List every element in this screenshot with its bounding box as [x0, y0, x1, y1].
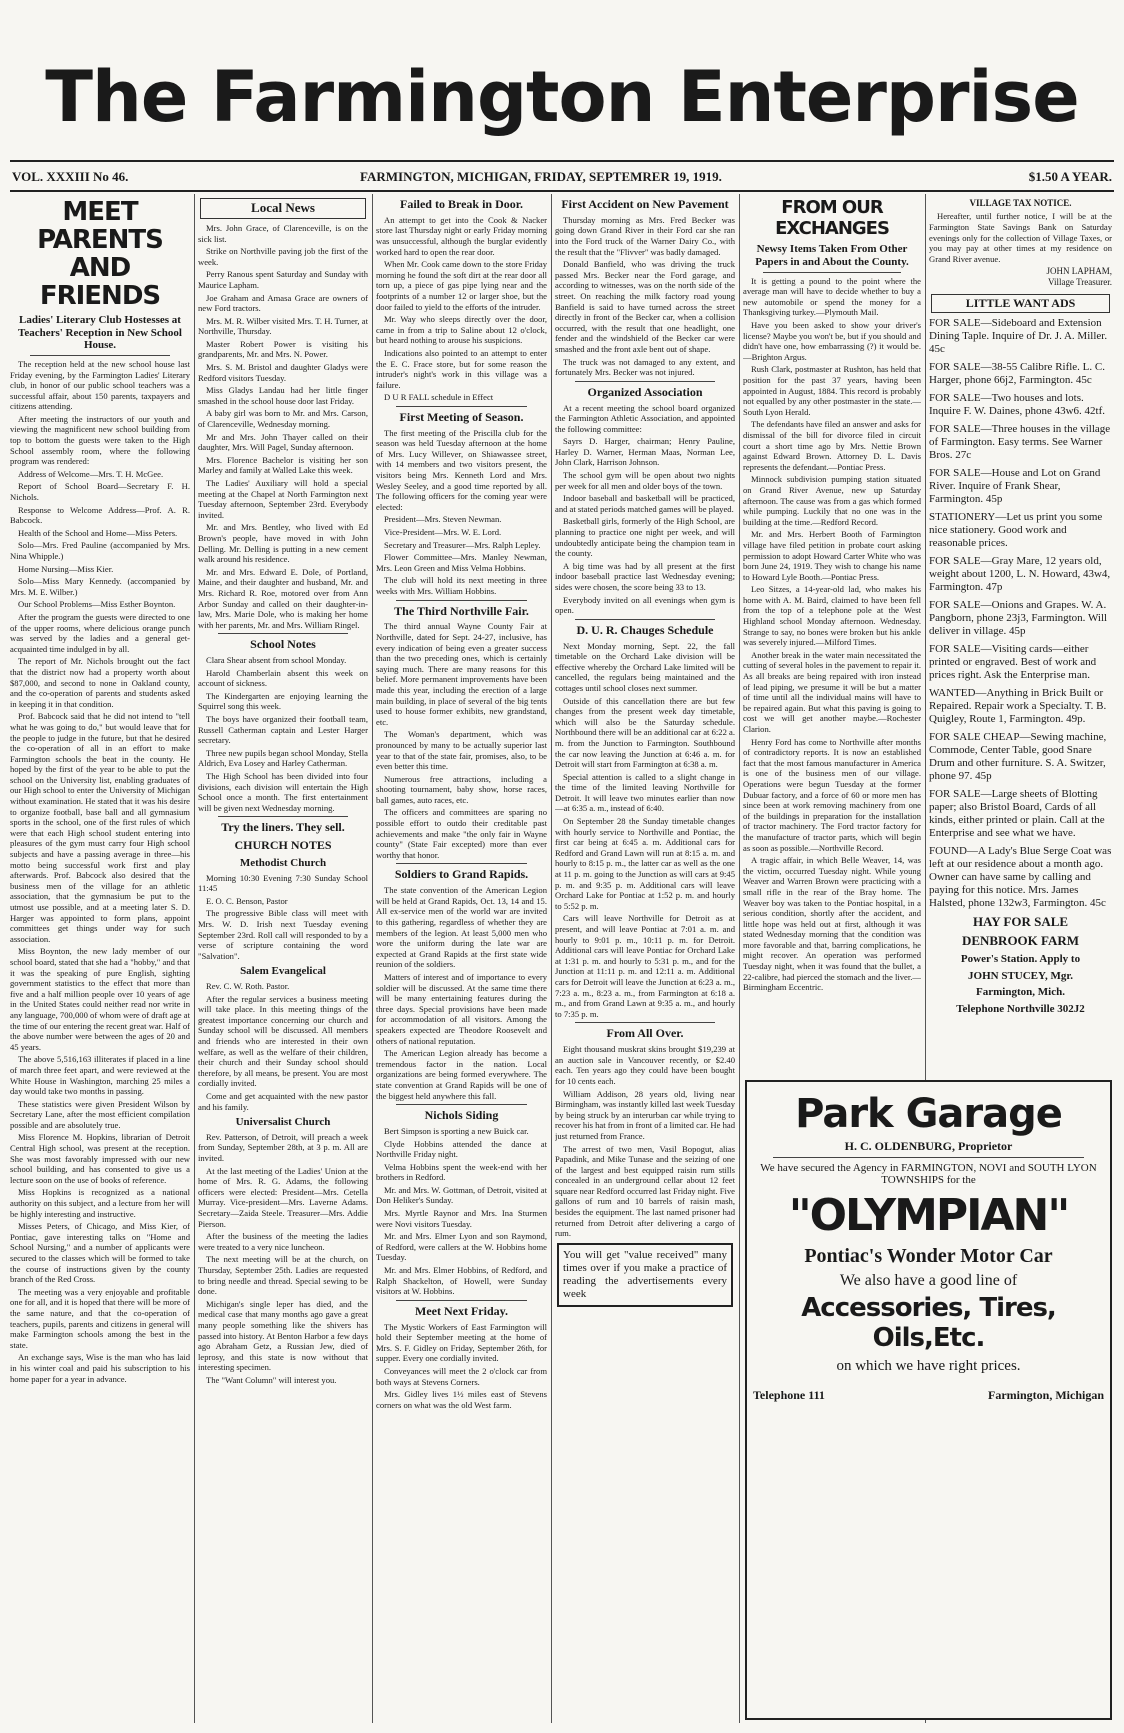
paragraph: The truck was not damaged to any extent, and fortunately Mrs. Becker was not injured. [555, 356, 735, 378]
dateline [10, 167, 1114, 189]
paragraph: Everybody invited on all evenings when gym is open. [555, 594, 735, 616]
lead-headline: MEET PARENTS AND FRIENDS [37, 197, 163, 311]
paragraph: Three new pupils began school Monday, Stella Aldrich, Eva Losey and Harley Catherman. [198, 747, 368, 769]
paragraph: Eight thousand muskrat skins brought $19,239 at an auction sale in Vancouver recently, or $2.40 each. Ten years ago they could have been bought for 10 cents each. [555, 1044, 735, 1086]
exchanges-subhead: Newsy Items Taken From Other Papers in and About the County. [755, 243, 909, 269]
paragraph: Misses Peters, of Chicago, and Miss Kier, of Pontiac, gave interesting talks on "Home and School Nursing," and a number of applicants were secured to the classes which will be formed to take the course of instructions given by the county branch of the Red Cross. [10, 1221, 190, 1285]
paragraph: The Mystic Workers of East Farmington will hold their September meeting at the home of Mrs. S. F. Gidley on Friday, September 26th, for supper. Every one cordially invited. [376, 1321, 547, 1364]
column-3 [376, 194, 547, 1723]
olympian-subtitle: Pontiac's Wonder Motor Car [804, 1245, 1053, 1268]
paragraph: Mrs. S. M. Bristol and daughter Gladys were Redford visitors Tuesday. [198, 362, 368, 383]
hay-for-sale-heading: HAY FOR SALE [972, 914, 1069, 930]
northville-fair-heading: The Third Northville Fair. [394, 603, 529, 618]
divider [396, 863, 527, 864]
paragraph: The defendants have filed an answer and asks for dismissal of the bill for divorce filed in circuit court a short time ago by Mrs. Nettie Brown against Edward Brown. Attorney D. L. Davis represents the defendant.—Pontiac Press. [743, 419, 921, 472]
nichols-siding-heading: Nichols Siding [424, 1108, 499, 1123]
paragraph: Rev. C. W. Roth. Pastor. [206, 981, 290, 992]
column-4 [555, 194, 735, 1723]
paragraph: On September 28 the Sunday timetable changes with hourly service to Northville and Pontiac, the first car being at 6:45 a. m. Additional cars for Redford and Grand Lawn will run at 8:15 a. m. and hourly to 8:15 p. m., the latter car as well as the one at 11 p. m. going to the Junction as will cars at 9:45 p. m. and 9:35 p. m. Additional cars will leave Orchard Lake for Pontiac at 1:52 p. m. and hourly to 5:52 p. m. [555, 816, 735, 911]
paragraph: Outside of this cancellation there are but few changes from the present week day timetable, which will also be the Saturday schedule. Northbound there will be an additional car at 6:22 a. m. from the Junction to Farmington. Southbound the car now leaving the Junction at 6:46 a. m. for Detroit will start from Farmington at 6:38 a. m. [555, 695, 735, 770]
paragraph: Clyde Hobbins attended the dance at Northville Friday night. [376, 1138, 547, 1160]
paragraph: The American Legion already has become a tremendous factor in the nation. Local organizations are being formed everywhere. The state convention at Grand Rapids will be one of the biggest held anywhere this fall. [376, 1048, 547, 1101]
paragraph: Clara Shear absent from school Monday. [206, 655, 347, 666]
paragraph: At a recent meeting the school board organized the Farmington Athletic Association, and appointed the following committee: [555, 402, 735, 434]
first-accident-heading: First Accident on New Pavement [561, 197, 729, 211]
village-tax-heading: VILLAGE TAX NOTICE. [969, 198, 1072, 208]
column-1 [10, 194, 190, 1723]
paragraph: Our School Problems—Miss Esther Boynton. [18, 599, 176, 610]
paragraph: Master Robert Power is visiting his grandparents, Mr. and Mrs. N. Power. [198, 338, 368, 360]
garage-name: Park Garage [795, 1091, 1062, 1137]
village-tax-text: Hereafter, until further notice, I will be at the Farmington State Savings Bank on Saturday evenings only for the collection of Village Taxes, or you may pay at other times at my residence on Grand River avenue. [929, 211, 1112, 264]
paragraph: Solo—Mrs. Fred Pauline (accompanied by Mrs. Nina Whipple.) [10, 540, 190, 562]
want-ads-heading: LITTLE WANT ADS [931, 294, 1110, 314]
divider [575, 1022, 715, 1023]
paragraph: An attempt to get into the Cook & Nacker store last Thursday night or early Friday morning was unsuccessful, although the burglar evidently worked hard to open the rear door. [376, 214, 547, 257]
paragraph: The club will hold its next meeting in three weeks with Mrs. William Hobbins. [376, 575, 547, 596]
paragraph: After the regular services a business meeting will take place. In this meeting things of the greatest importance concerning our church and Sunday school will be discussed. All members and friends who are interested in their own welfare, as well as the welfare of their children, their church and their Sunday school should therefore, by all means, be present. You are most cordially invited. [198, 993, 368, 1089]
from-all-over-heading: From All Over. [606, 1026, 684, 1041]
paragraph: The arrest of two men, Vasil Bopogut, alias Papadink, and Mike Tunase and the seizing of one of the largest and best equipped raisin rum stills concealed in an underground cellar about 12 feet square near Redford occurred last Friday night. Five gallons of rum and 10 barrels of raisin mash, besides the equipment. The last named prisoner had returned from Detroit after delivering a cargo of rum. [555, 1143, 735, 1239]
divider [218, 816, 348, 817]
organized-association-heading: Organized Association [587, 384, 703, 399]
want-ad: FOR SALE—Two houses and lots. Inquire F. W. Daines, phone 43w6. 42tf. [929, 392, 1106, 418]
paragraph: Mr. and Mrs. Edward E. Dole, of Portland, Maine, and their daughter and husband, Mr. and Mrs. Richard R. Roe, motored over from Ann Arbor Sunday and called on their daughter-in-law, Mrs. Marie Dole, who is making her home with her parents, Mr. and Mrs. William Ringel. [198, 566, 368, 630]
paragraph: D U R FALL schedule in Effect [384, 392, 494, 403]
paragraph: Thursday morning as Mrs. Fred Becker was going down Grand River in their Ford car she ran into the Ford truck of the Warner Dairy Co., with the result that the "Flivver" was badly damaged. [555, 214, 735, 257]
paragraph: Solo—Miss Mary Kennedy. (accompanied by Mrs. M. E. Wilber.) [10, 576, 190, 597]
column-divider [194, 194, 195, 1723]
paragraph: Next Monday morning, Sept. 22, the fall timetable on the Orchard Lake division will be effective whereby the Orchard Lake limited will be cancelled, the regulars being maintained and the cottages until school closes next summer. [555, 640, 735, 693]
paragraph: The Woman's department, which was pronounced by many to be actually superior last year to that of the state fair, promises, also, to be even better this time. [376, 729, 547, 772]
paragraph: The officers and committees are sparing no possible effort to outdo their creditable past achievements and make "the only fair in Wayne county" (State Fair excepted) more than ever worthy that honor. [376, 807, 547, 860]
column-divider [551, 194, 552, 1723]
paragraph: Morning 10:30 Evening 7:30 Sunday School 11:45 [198, 872, 368, 894]
paragraph: The report of Mr. Nichols brought out the fact that the district now had a property worth about $87,000, and second to none in Oakland county, and the co-operation of parents and students asked in keeping it in that condition. [10, 656, 190, 709]
paragraph: After the program the guests were directed to one of the upper rooms, where delicious orange punch was served by the ladies and a general get-acquainted time indulged in by all. [10, 611, 190, 654]
garage-proprietor: H. C. OLDENBURG, Proprietor [844, 1139, 1013, 1153]
paragraph: Mr. and Mrs. Elmer Hobbins, of Redford, and Ralph Shackelton, of Howell, were Sunday visitors at W. Hobbins. [376, 1265, 547, 1297]
paragraph: Mr. Way who sleeps directly over the door, came in from a trip to Saline about 12 o'clock, but heard nothing to arouse his suspicions. [376, 314, 547, 346]
hay-line: Farmington, Mich. [976, 986, 1065, 999]
paragraph: President—Mrs. Steven Newman. [384, 514, 502, 525]
paragraph: Secretary and Treasurer—Mrs. Ralph Lepley. [384, 539, 541, 550]
divider [773, 1157, 1084, 1158]
universalist-heading: Universalist Church [235, 1116, 331, 1129]
garage-agency: We have secured the Agency in FARMINGTON, NOVI and SOUTH LYON TOWNSHIPS for the [760, 1161, 1097, 1187]
paragraph: Miss Florence M. Hopkins, librarian of Detroit Central High school, was present at the reception. She was most favorably impressed with our new school building, and has consented to give us a lecture soon on the use of books of reference. [10, 1132, 190, 1185]
paragraph: Another break in the water main necessitated the cutting of several holes in the pavement to repair it. As all breaks are being repaired with iron instead of lead piping, we presume it will be but a matter of time until all the individual mains will have to be repaired again. But what this paving is going to cost we will get another maybe.—Rochester Clarion. [743, 649, 921, 734]
paragraph: The next meeting will be at the church, on Thursday, September 25th. Ladies are requested to bring needle and thread. Special sewing to be done. [198, 1254, 368, 1297]
divider [396, 406, 527, 407]
paragraph: Sayrs D. Harger, chairman; Henry Pauline, Harley D. Warner, Herman Maas, Norman Lee, John Clark, Harrison Johnson. [555, 436, 735, 468]
paragraph: These statistics were given President Wilson by Secretary Lane, after the most efficient compilation possible and are absolutely true. [10, 1098, 190, 1130]
want-ad: FOR SALE—House and Lot on Grand River. Inquire of Frank Shear, Farmington. 45p [929, 467, 1101, 506]
soldiers-heading: Soldiers to Grand Rapids. [394, 867, 529, 882]
paragraph: Mr and Mrs. John Thayer called on their daughter, Mrs. Will Pagel, Sunday afternoon. [198, 431, 368, 453]
divider [396, 1300, 527, 1301]
paragraph: At the last meeting of the Ladies' Union at the home of Mrs. R. G. Adams, the following officers were elected: President—Mrs. Cetella Murray. Vice-president—Mrs. Laverne Adams. Secretary—Zaida Steele. Treasurer—Mrs. Addie Pierson. [198, 1165, 368, 1229]
liners-notice: Try the liners. They sell. [221, 820, 345, 835]
paragraph: Rev. Patterson, of Detroit, will preach a week from Sunday, September 28th, at 3 p. m. All are invited. [198, 1131, 368, 1163]
divider [218, 633, 348, 634]
paragraph: Address of Welcome—Mrs. T. H. McGee. [18, 468, 164, 479]
paragraph: Numerous free attractions, including a shooting tournament, baby show, horse races, ball games, auto races, etc. [376, 773, 547, 805]
column-divider [739, 194, 740, 1723]
local-news-heading: Local News [200, 198, 366, 219]
paragraph: Velma Hobbins spent the week-end with her brothers in Redford. [376, 1161, 547, 1183]
paragraph: Henry Ford has come to Northville after months of contradictory reports. It is now an established fact that the most famous manufacturer in America is one of the business men of our village. Operations were begun Tuesday at the former Dubuar factory, and a force of 60 or more men has since been at work removing machinery from one of the buildings in preparation for the installation of tractor machinery. The Ford tractor factory for the manufacture of tractor parts, which will begin as soon as possible.—Northville Record. [743, 736, 921, 853]
paragraph: After the business of the meeting the ladies were treated to a very nice luncheon. [198, 1231, 368, 1252]
subscription-price: $1.50 A YEAR. [1028, 169, 1112, 184]
paragraph: Mr. and Mrs. Herbert Booth of Farmington village have filed petition in probate court asking permission to adopt Howard Carter White who was born June 24, 1919. They wish to change his name to Howard Lyle Booth.—Pontiac Press. [743, 529, 921, 582]
paragraph: The reception held at the new school house last Friday evening, by the Farmington Ladies' Literary club, in honor of our public school teachers was a successful affair, about 150 parents, taxpayers and citizens attending. [10, 358, 190, 412]
meet-next-friday-heading: Meet Next Friday. [415, 1303, 508, 1318]
paragraph: Indoor baseball and basketball will be practiced, and at stated periods matched games will be played. [555, 493, 735, 514]
paragraph: Joe Graham and Amasa Grace are owners of new Ford tractors. [198, 292, 368, 314]
failed-break-in-heading: Failed to Break in Door. [399, 197, 523, 211]
want-ad: WANTED—Anything in Brick Built or Repaired. Repair work a Specialty. T. B. Quigley, Route 1, Farmington. 49p. [929, 687, 1107, 726]
paragraph: Home Nursing—Miss Kier. [18, 563, 114, 574]
paragraph: Mrs. Myrtle Raynor and Mrs. Ina Sturmen were Novi visitors Tuesday. [376, 1208, 547, 1229]
paragraph: The Ladies' Auxiliary will hold a special meeting at the Chapel at North Farmington next Tuesday afternoon, September 23rd. Everybody invited. [198, 478, 368, 520]
paragraph: Prof. Babcock said that he did not intend to "tell what he was going to do," but would leave that for the people to judge in the future, but that he desired the co-operation of all in an effort to make Farmington schools the beat in the county. He hoped by the first of the year to be able to put the school on the University list, enabling graduates of our High school to enter the University of Michigan without examination. He stated that it was his desire to organize football, base ball and all gymnasium sports in the school, one of the first rules of which were that each High school student entering into pleasures of the gym must carry four High school subjects and have a passing average in three—his motto being successful work first and play afterwards. Prof. Babcock also desired that the business men of the village for an athletic association, that the gymnasium be put to the utmost use possible, and at a meeting later S. D. Harger was appointed to form plans, appoint committees get things under way for such association. [10, 711, 190, 944]
paragraph: The above 5,516,163 illiterates if placed in a line of march three feet apart, and were reviewed at the White House in Washington, marching 25 miles a day would take two months in passing. [10, 1054, 190, 1097]
paragraph: Miss Boynton, the new lady member of our school board, stated that she had a "hobby," and that it was the speaking of pure English, sighting government statistics to the effect that more than five and a half million people over 10 years of age in the United States could neither read nor write in any language, 700,000 of whom were of draft age at the time of our entering the recent great war. Half of the above number were between the ages of 20 and 45 years. [10, 946, 190, 1052]
paragraph: Mrs. Gidley lives 1½ miles east of Stevens corners on what was the old West farm. [376, 1389, 547, 1410]
olympian-title: "OLYMPIAN" [788, 1190, 1069, 1242]
want-ad: FOUND—A Lady's Blue Serge Coat was left at our residence about a month ago. Owner can have same by calling and paying for this notice. Mrs. James Halsted, phone 132w3, Farmington. 45c [929, 845, 1112, 910]
paragraph: Perry Ranous spent Saturday and Sunday with Maurice Lapham. [198, 269, 368, 290]
divider [575, 619, 715, 620]
paragraph: Mr. and Mrs. Elmer Lyon and son Raymond, of Redford, were callers at the W. Hobbins home Tuesday. [376, 1231, 547, 1263]
volume-number: VOL. XXXIII No 46. [12, 169, 129, 184]
lead-article-body [10, 359, 190, 1384]
paragraph: The Kindergarten are enjoying learning the Squirrel song this week. [198, 690, 368, 712]
want-ad: FOR SALE—Onions and Grapes. W. A. Pangborn, phone 23j3, Farmington. Will deliver in village. 45p [929, 599, 1108, 638]
paragraph: Mr. and Mrs. W. Gottman, of Detroit, visited at Don Heliker's Sunday. [376, 1184, 547, 1206]
hay-line: Telephone Northville 302J2 [956, 1003, 1085, 1016]
paragraph: Come and get acquainted with the new pastor and his family. [198, 1090, 368, 1112]
paragraph: The boys have organized their football team, Russell Catherman captain and Lester Harger secretary. [198, 714, 368, 746]
hay-line: Power's Station. Apply to [960, 953, 1081, 966]
first-meeting-heading: First Meeting of Season. [399, 409, 524, 424]
divider [575, 381, 715, 382]
paragraph: Harold Chamberlain absent this week on account of sickness. [198, 667, 368, 689]
paragraph: The school gym will be open about two nights per week for all men and older boys of the town. [555, 470, 735, 491]
paragraph: William Addison, 28 years old, living near Birmingham, was instantly killed last week Tuesday by being struck by an interurban car while trying to recover his hat from in front of a limited car. He had just returned from France. [555, 1088, 735, 1141]
paragraph: Miss Gladys Landau had her little finger smashed in the school house door last Friday. [198, 385, 368, 406]
divider [396, 1104, 527, 1105]
paragraph: Rush Clark, postmaster at Rushton, has held that position for the past 37 years, having been appointed in August, 1884. This record is probably not equalled by any other postmaster in the state.—South Lyon Herald. [743, 364, 921, 417]
hay-line: JOHN STUCEY, Mgr. [968, 969, 1073, 982]
divider [763, 272, 901, 273]
paragraph: Mr. and Mrs. Bentley, who lived with Ed Brown's people, have moved in with John Delling. Mr. Delling is putting in a new cement walk around his residence. [198, 522, 368, 565]
olympian-line: We also have a good line of [839, 1272, 1018, 1290]
salem-heading: Salem Evangelical [240, 965, 326, 978]
masthead-rule-top [10, 160, 1114, 162]
church-notes-heading: CHURCH NOTES [234, 838, 332, 853]
divider [396, 600, 527, 601]
want-ad: FOR SALE—Three houses in the village of Farmington. Easy terms. See Warner Bros. 27c [929, 423, 1111, 462]
paragraph: Matters of interest and of importance to every soldier will be discussed. At the same time there will be many entertaining features during the three days. Special provisions have been made for accommodation of all visitors. Among the speakers expected are Theodore Roosevelt and others of national reputation. [376, 972, 547, 1046]
paragraph: Health of the School and Home—Miss Peters. [18, 527, 178, 538]
paragraph: Mrs. Florence Bachelor is visiting her son Marley and family at Walled Lake this week. [198, 454, 368, 476]
location-date: FARMINGTON, MICHIGAN, FRIDAY, SEPTEMRER 19, 1919. [360, 169, 722, 184]
paragraph: Leo Sitzes, a 14-year-old lad, who makes his home with A. M. Baird, claimed to have been fell from the top of a telephone pole at the West Highland school Monday afternoon. Wednesday. Strange to say, no bones were broken but his ankle was severely injured.—Milford Times. [743, 584, 921, 648]
paragraph: The progressive Bible class will meet with Mrs. W. D. Irish next Tuesday evening September 23rd. Roll call will responded to by a verse of scripture containing the word "Salvation". [198, 908, 368, 961]
paragraph: Miss Hopkins is recognized as a national authority on this subject, and a lecture from her will be highly interesting and instructive. [10, 1187, 190, 1219]
paragraph: Flower Committee—Mrs. Manley Newman, Mrs. Leon Green and Miss Velma Hobbins. [376, 552, 547, 573]
masthead-rule-bottom [10, 190, 1114, 192]
paragraph: Response to Welcome Address—Prof. A. R. Babcock. [10, 504, 190, 526]
garage-phone: Telephone 111 [753, 1387, 825, 1402]
garage-footer [753, 1388, 1104, 1403]
paragraph: The meeting was a very enjoyable and profitable one for all, and it is hoped that there will be more of the same nature, and that the co-operation of teachers, pupils, parents and citizens in general will make Farmington schools among the best in the state. [10, 1286, 190, 1350]
methodist-heading: Methodist Church [239, 857, 327, 870]
paragraph: The "Want Column" will interest you. [206, 1374, 337, 1385]
paragraph: Bert Simpson is sporting a new Buick car. [384, 1125, 529, 1136]
paragraph: When Mr. Cook came down to the store Friday morning he found the soft dirt at the rear door all torn up, a piece of gas pipe lying near and the footprints of a number 12 or larger shoe, but the door failed to yield to the efforts of the intruder. [376, 259, 547, 312]
paragraph: Indications also pointed to an attempt to enter the E. C. Frace store, but for some reason the intruder's night's work in this village was a failure. [376, 347, 547, 390]
paragraph: A tragic affair, in which Belle Weaver, 14, was the victim, occurred Tuesday night. While young Weaver and Warren Brown were practicing with a small rifle in the rear of the Bray home. The Weaver boy was taken to the Pontiac hospital, in a serious condition, shortly after the accident, and little hope was held out at first, although it was stated Wednesday morning that the condition was more favorable and that, barring complications, he might recover. An operation was performed Tuesday night, when it was found that the bullet, a 22-calibre, had pierced the stomach and the liver.—Birmingham Eccentric. [743, 855, 921, 993]
paragraph: The first meeting of the Priscilla club for the season was held Tuesday afternoon at the home of Mrs. Lucy Willever, on Shiawassee street, with 14 members and two visitors present, the visitors being Mrs. Kenneth Lord and Mrs. Wesley Seeley, and a good time reported by all. The following officers for the coming year were elected: [376, 427, 547, 512]
want-ad: FOR SALE CHEAP—Sewing machine, Commode, Center Table, good Snare Drum and other furniture. S. A. Switzer, phone 97. 45p [929, 731, 1107, 783]
paragraph: It is getting a pound to the point where the average man will have to decide whether to buy a new automobile or spend the money for a Thanksgiving turkey.—Plymouth Mail. [743, 275, 921, 318]
paragraph: Special attention is called to a slight change in the time of the limited leaving Northville for Detroit. It will leave two minutes earlier than now—at 6:35 a. m., instead of 6:40. [555, 771, 735, 814]
want-ad: FOR SALE—38-55 Calibre Rifle. L. C. Harger, phone 66j2, Farmington. 45c [929, 361, 1105, 387]
paragraph: Cars will leave Northville for Detroit as at present, and will leave Pontiac at 7:01 a. m. and hourly to 9:01 p. m., 10:11 p. m. for Detroit. Additional cars will leave Pontiac for Orchard Lake at 1:31 p. m. and hourly to 5:31 p. m., and for the Junction at 11:11 p. m. and 12:11 a. m. Additional cars for Detroit will leave the Junction at 6:23 a. m., 7:23 a. m., 8:23 a. m., from Farmington at 6:18 a. m., and from Grand Lawn at 9:35 a. m., and hourly to 7:35 p. m. [555, 913, 735, 1019]
paragraph: Conveyances will meet the 2 o'clock car from both ways at Stevens Corners. [376, 1366, 547, 1387]
want-ad: FOR SALE—Sideboard and Extension Dining Taple. Inquire of Dr. J. A. Miller. 45c [929, 317, 1108, 356]
paragraph: The third annual Wayne County Fair at Northville, dated for Sept. 24-27, inclusive, has every indication of being even a greater success than the two preceding ones, which is certainly saying much. There are many reasons for this belief. More permanent improvements have been made this year, including the erection of a large main building, in place of several of the big tents used to house former exhibits, new grandstand, etc. [376, 621, 547, 727]
exchanges-headline: FROM OUR EXCHANGES [775, 197, 889, 239]
paragraph: Have you been asked to show your driver's license? Maybe you won't be, but if you should and didn't have one, how embarrassing (?) it would be.—Brighton Argus. [743, 320, 921, 362]
tax-signature: JOHN LAPHAM, [1046, 266, 1112, 277]
paragraph: The High School has been divided into four divisions, each division will entertain the High School once a month. The first entertainment will be given next Wednesday morning. [198, 771, 368, 813]
lead-subhead: Ladies' Literary Club Hostesses at Teachers' Reception in New School House. [18, 314, 182, 352]
paragraph: Strike on Northville paving job the first of the week. [198, 246, 368, 267]
column-2 [198, 194, 368, 1723]
park-garage-ad [745, 1080, 1112, 1720]
school-notes-heading: School Notes [250, 637, 316, 652]
paragraph: The state convention of the American Legion will be held at Grand Rapids, Oct. 13, 14 and 15. All ex-service men of the world war are invited to this gathering, regardless of whether they are members of the legion. At least 5,000 men who wore the uniform during the late war are expected at Grand Rapids at the first state wide reunion of the soldiers. [376, 885, 547, 970]
value-received-notice: You will get "value received" many times over if you make a practice of reading the advertisements every week [557, 1243, 733, 1307]
garage-town: Farmington, Michigan [988, 1387, 1104, 1402]
tax-signature-title: Village Treasurer. [1048, 276, 1112, 287]
masthead-title: The Farmington Enterprise [45, 56, 1079, 138]
dur-schedule-heading: D. U. R. Chauges Schedule [576, 622, 714, 637]
want-ad: FOR SALE—Large sheets of Blotting paper; also Bristol Board, Cards of all kinds, either printed or plain. Call at the Enterprise and see what we have. [929, 788, 1105, 840]
paragraph: Mrs. M. R. Wilber visited Mrs. T. H. Turner, at Northville, Thursday. [198, 315, 368, 337]
want-ad: STATIONERY—Let us print you some nice stationery. Good work and reasonable prices. [929, 511, 1103, 550]
paragraph: Minnock subdivision pumping station situated on Grand River Avenue, new up Saturday afternoon. The cause was from a gas which formed while pumping. Luckily that no one was in the building at the time.—Redford Record. [743, 474, 921, 527]
paragraph: A big time was had by all present at the first indoor baseball practice last Wednesday evening; sides were chosen, the score being 33 to 13. [555, 560, 735, 592]
want-ad: FOR SALE—Gray Mare, 12 years old, weight about 1200, L. N. Howard, 43w4, Farmington. 47p [929, 555, 1111, 594]
divider [30, 355, 170, 356]
want-ad: FOR SALE—Visiting cards—either printed or engraved. Best of work and prices right. Ask the Enterprise man. [929, 643, 1097, 682]
column-divider [372, 194, 373, 1723]
olympian-accessories: Accessories, Tires, Oils,Etc. [801, 1293, 1056, 1354]
paragraph: After meeting the instructors of our youth and viewing the magnificent new school building from top to bottom the guests were taken to the High School assembly room, where the following program was rendered: [10, 413, 190, 467]
column-6 [929, 194, 1112, 1074]
paragraph: Michigan's single leper has died, and the medical case that many months ago gave a great many people something like the shivers has passed into history. At Benton Harbor a few days ago Abraham Getz, a Russian Jew, died of leprosy, and this state is now without that interesting specimen. [198, 1298, 368, 1373]
paragraph: A baby girl was born to Mr. and Mrs. Carson, of Clarenceville, Wednesday morning. [198, 408, 368, 430]
paragraph: Report of School Board—Secretary F. H. Nichols. [10, 481, 190, 503]
paragraph: Mrs. John Grace, of Clarenceville, is on the sick list. [198, 222, 368, 244]
paragraph: Donald Banfield, who was driving the truck passed Mrs. Becker near the Ford garage, and according to witnesses, was on the north side of the street. On reaching the milk factory road young Banfield is said to have turned across the street directly in front of the Becker car, when a collision occurred, with the result that one headlight, one fender and the windshield of the Becker car were smashed and the front axle bent out of shape. [555, 259, 735, 354]
denbrook-farm: DENBROOK FARM [961, 933, 1080, 949]
paragraph: E. O. C. Benson, Pastor [206, 895, 288, 906]
paragraph: Vice-President—Mrs. W. E. Lord. [384, 527, 502, 538]
olympian-prices: on which we have right prices. [836, 1358, 1021, 1375]
paragraph: Basketball girls, formerly of the High School, are planning to practice one night per week, and will undoubtedly anticipate being the champion team in the county. [555, 516, 735, 559]
paragraph: An exchange says, Wise is the man who has laid in his winter coal and paid his subscription to his home paper for a year in advance. [10, 1352, 190, 1384]
